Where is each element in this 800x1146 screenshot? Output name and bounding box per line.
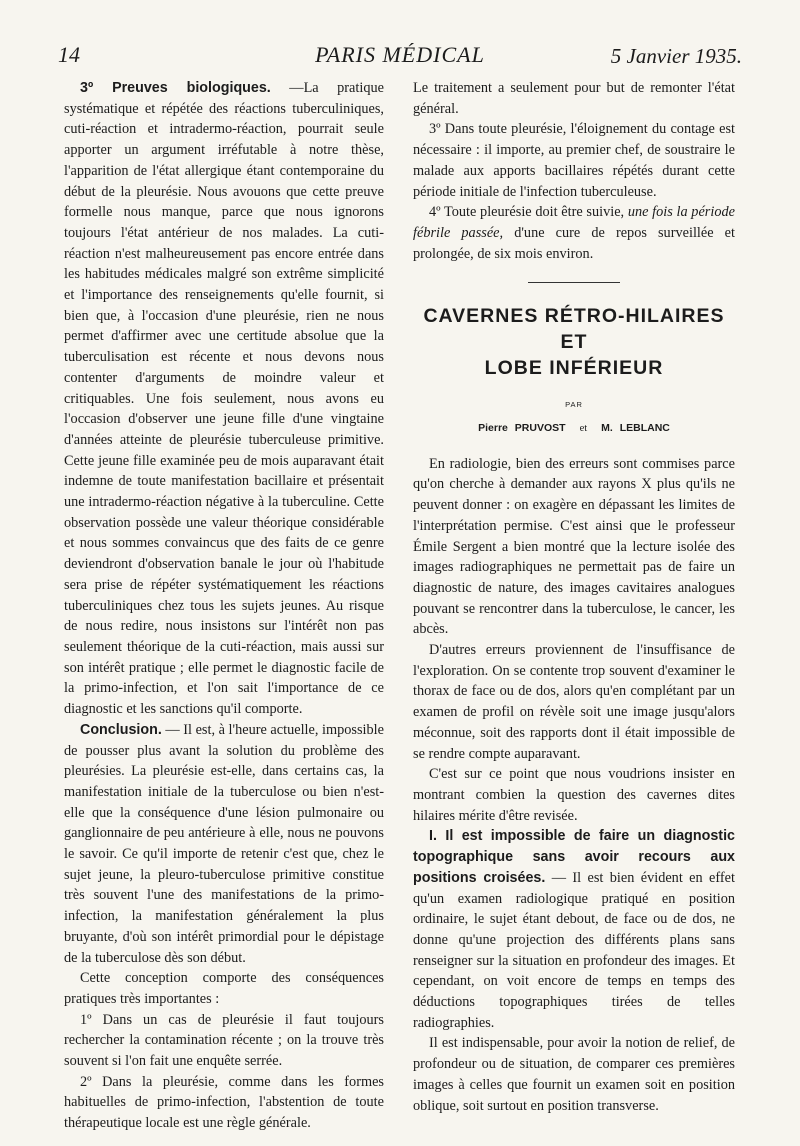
paragraph-text: —La pratique systématique et répétée des réactions tuberculiniques, cuti-réaction et intradermo-réaction, pourrait seule apporter un argument irréfutable à notre thèse, l'apparition de l'état allergique étant contemporaine du début de la pleurésie. Nous avouons que cette preuve formelle nous manque, parce que nous ignorons toujours l'état antérieur de nos malades. La cuti-réaction n'est malheureusement pas encore entrée dans les habitudes médicales malgré son extrême simplicité et l'importance des renseignements qu'elle fournit, si bien que, à l'occasion d'une pleurésie, rien ne nous permet d'affirmer avec une certitude absolue que la tuberculisation est récente et nous devons nous contenter d'arguments de moindre valeur et critiquables. Une fois seulement, nous avons eu l'occasion d'observer une jeune fille d'une vingtaine d'années atteinte de pleurésie tuberculeuse primitive. Cette jeune fille examinée peu de mois auparavant était indemne de toute manifestation bacillaire et présentait une intradermo-réaction négative à la tuberculine. Cette observation possède une valeur théorique considérable et nous sommes convaincus que des faits de ce genre deviendront d'observation banale le jour où l'habitude sera prise de répéter systématiquement les réactions tuberculiniques chez tous les sujets jeunes. Au risque de nous redire, nous insistons sur l'intérêt non pas seulement théorique de la cuti-réaction, mais aussi sur son intérêt pratique ; elle permet le diagnostic facile de la primo-infection, et l'on sait l'importance de ce diagnostic et les sanctions qu'il comporte. [64, 80, 384, 718]
paragraph-text: d'une cure de repos surveillée et prolongée, de six mois environ. [413, 224, 735, 262]
authors [413, 418, 735, 440]
paragraph: C'est sur ce point que nous voudrions insister en montrant combien la question des cavernes dites hilaires mérite d'être revisée. [413, 766, 735, 824]
right-column [413, 78, 735, 1116]
section-divider [528, 282, 620, 283]
byline-par: PAR [565, 400, 583, 410]
paragraph: Il est indispensable, pour avoir la notion de relief, de profondeur ou de situation, de comparer ces premières images à celles que fournit un examen soit en position oblique, soit surtout en position transverse. [413, 1035, 735, 1114]
running-header [58, 38, 742, 72]
paragraph-text: 4º Toute pleurésie doit être suivie, [429, 204, 628, 221]
author-name: Pierre PRUVOST [478, 422, 566, 435]
paragraph: En radiologie, bien des erreurs sont commises parce qu'on cherche à demander aux rayons X plus qu'ils ne peuvent donner : on exagère en dépassant les limites de l'interprétation permise. C'est ainsi que le professeur Émile Sergent a bien montré que la lecture isolée des images radiographiques ne permettait pas de faire un diagnostic de nature, des images cavitaires analogues pouvant se rencontrer dans la tuberculose, le cancer, les abcès. [413, 455, 735, 638]
italic-text: une fois la période fébrile passée, [413, 204, 735, 241]
paragraph-biological-proofs [64, 78, 384, 720]
paragraph: 3º Dans toute pleurésie, l'éloignement du contage est nécessaire : il importe, au premier chef, de soustraire le malade aux apports bacillaires répétés durant cette période initiale de l'infection tuberculeuse. [413, 121, 735, 200]
paragraph: Cette conception comporte des conséquences pratiques très importantes : [64, 970, 384, 1007]
article-title-line: CAVERNES RÉTRO-HILAIRES [423, 305, 725, 328]
paragraph-heading: 3º Preuves biologiques. [80, 80, 271, 96]
article-title-line: ET [560, 331, 588, 354]
page-number: 14 [58, 42, 80, 67]
paragraph-text: — Il est bien évident en effet qu'un examen radiologique pratiqué en position ordinaire, le sujet étant debout, de face ou de dos, ne donne qu'une projection des différents plans sans renseigner sur la situation en profondeur des images. Et cependant, on voit encore de temps en temps des déductions topographiques tirées de telles radiographies. [413, 869, 735, 1031]
paragraph-heading: Conclusion. [80, 721, 162, 738]
issue-date: 5 Janvier 1935. [610, 44, 742, 68]
journal-title: PARIS MÉDICAL [315, 42, 485, 67]
paragraph [413, 202, 735, 264]
author-name: M. LEBLANC [601, 422, 670, 435]
paragraph-section-one [413, 826, 735, 1033]
article-title [413, 303, 735, 381]
paragraph: Le traitement a seulement pour but de remonter l'état général. [413, 80, 735, 117]
paragraph-conclusion [64, 720, 384, 968]
paragraph: 1º Dans un cas de pleurésie il faut toujours rechercher la contamination récente ; on la trouve très souvent si l'on fait une enquête serrée. [64, 1011, 384, 1070]
section-heading: I. Il est impossible de faire un diagnostic topographique sans avoir recours aux positions croisées. [413, 828, 735, 886]
article-title-line: LOBE INFÉRIEUR [484, 357, 664, 380]
paragraph-text: — Il est, à l'heure actuelle, impossible de pousser plus avant la solution du problème des pleurésies. La pleurésie est-elle, dans certains cas, la manifestation initiale de la tuberculose ou bien n'est-elle que la conséquence d'une lésion pulmonaire ou ganglionnaire de peu antérieure à elle, nous ne pouvons le savoir. Ce qu'il importe de retenir c'est que, chez le sujet jeune, la pleuro-tuberculose primitive constitue très souvent l'une des manifestations de la primo-infection, la manifestation généralement la plus bruyante, d'où son intérêt primordial pour le dépistage de la tuberculose dès son début. [64, 721, 384, 966]
left-column [64, 78, 384, 1134]
paragraph: D'autres erreurs proviennent de l'insuffisance de l'exploration. On se contente trop souvent d'examiner le thorax de face ou de dos, alors qu'en complétant par un examen de profil on révèle soit une image jusqu'alors méconnue, soit des rapports dont il était impossible de se rendre compte auparavant. [413, 642, 735, 762]
paragraph: 2º Dans la pleurésie, comme dans les formes habituelles de primo-infection, l'abstention de toute thérapeutique locale est une règle générale. [64, 1073, 384, 1132]
author-conjunction: et [579, 423, 588, 435]
